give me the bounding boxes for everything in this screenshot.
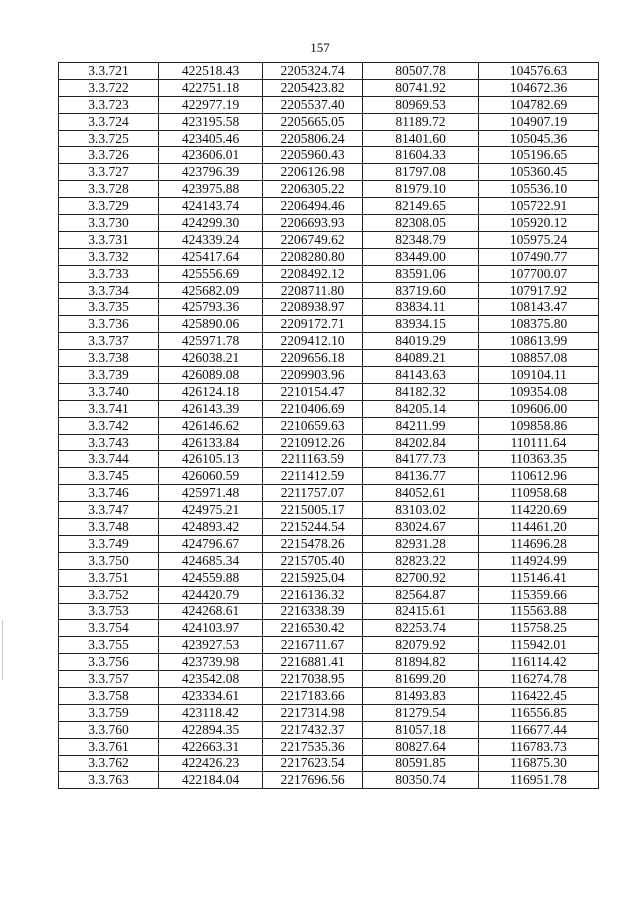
coord-y-cell: 2205665.05 [263,113,363,130]
value-b-cell: 105045.36 [479,130,599,147]
point-id-cell: 3.3.745 [59,468,159,485]
coord-y-cell: 2217314.98 [263,704,363,721]
point-id-cell: 3.3.739 [59,367,159,384]
value-b-cell: 108143.47 [479,299,599,316]
value-a-cell: 84143.63 [363,367,479,384]
coord-x-cell: 426060.59 [159,468,263,485]
coord-y-cell: 2208492.12 [263,265,363,282]
coord-x-cell: 423195.58 [159,113,263,130]
value-a-cell: 81189.72 [363,113,479,130]
value-b-cell: 105360.45 [479,164,599,181]
table-row [59,519,599,536]
value-b-cell: 107490.77 [479,248,599,265]
table-row [59,113,599,130]
coord-x-cell: 423405.46 [159,130,263,147]
table-row [59,704,599,721]
coord-y-cell: 2208280.80 [263,248,363,265]
coord-x-cell: 423796.39 [159,164,263,181]
value-a-cell: 80969.53 [363,96,479,113]
coord-x-cell: 424975.21 [159,502,263,519]
coord-x-cell: 422663.31 [159,738,263,755]
table-row [59,468,599,485]
coord-y-cell: 2215925.04 [263,569,363,586]
scan-edge-mark [2,620,3,680]
coord-x-cell: 426146.62 [159,417,263,434]
point-id-cell: 3.3.738 [59,350,159,367]
table-row [59,316,599,333]
coord-x-cell: 426124.18 [159,383,263,400]
point-id-cell: 3.3.762 [59,755,159,772]
coord-y-cell: 2210154.47 [263,383,363,400]
point-id-cell: 3.3.742 [59,417,159,434]
table-row [59,502,599,519]
coord-y-cell: 2206126.98 [263,164,363,181]
coord-y-cell: 2217696.56 [263,772,363,789]
value-b-cell: 110612.96 [479,468,599,485]
point-id-cell: 3.3.759 [59,704,159,721]
coord-x-cell: 424420.79 [159,586,263,603]
table-row [59,181,599,198]
value-a-cell: 83024.67 [363,519,479,536]
value-b-cell: 104576.63 [479,63,599,80]
value-b-cell: 116951.78 [479,772,599,789]
point-id-cell: 3.3.723 [59,96,159,113]
value-a-cell: 80741.92 [363,79,479,96]
value-a-cell: 82564.87 [363,586,479,603]
table-row [59,63,599,80]
value-a-cell: 84182.32 [363,383,479,400]
table-row [59,164,599,181]
value-b-cell: 104782.69 [479,96,599,113]
value-b-cell: 108613.99 [479,333,599,350]
value-b-cell: 109104.11 [479,367,599,384]
value-a-cell: 81604.33 [363,147,479,164]
value-b-cell: 115758.25 [479,620,599,637]
value-a-cell: 82931.28 [363,535,479,552]
coord-x-cell: 423739.98 [159,654,263,671]
value-a-cell: 82348.79 [363,231,479,248]
value-b-cell: 105722.91 [479,198,599,215]
value-a-cell: 82823.22 [363,552,479,569]
point-id-cell: 3.3.721 [59,63,159,80]
point-id-cell: 3.3.753 [59,603,159,620]
coord-x-cell: 424559.88 [159,569,263,586]
coord-y-cell: 2208711.80 [263,282,363,299]
table-row [59,215,599,232]
table-row [59,586,599,603]
table-row [59,552,599,569]
coord-x-cell: 422894.35 [159,721,263,738]
point-id-cell: 3.3.730 [59,215,159,232]
table-row [59,535,599,552]
coord-y-cell: 2215705.40 [263,552,363,569]
coord-x-cell: 425556.69 [159,265,263,282]
coord-y-cell: 2205960.43 [263,147,363,164]
value-a-cell: 80507.78 [363,63,479,80]
page-number: 157 [310,40,330,55]
point-id-cell: 3.3.761 [59,738,159,755]
value-a-cell: 82079.92 [363,637,479,654]
point-id-cell: 3.3.731 [59,231,159,248]
coord-y-cell: 2217038.95 [263,671,363,688]
coord-y-cell: 2216711.67 [263,637,363,654]
table-row [59,620,599,637]
table-row [59,755,599,772]
table-row [59,485,599,502]
point-id-cell: 3.3.736 [59,316,159,333]
value-b-cell: 105920.12 [479,215,599,232]
coord-x-cell: 425793.36 [159,299,263,316]
point-id-cell: 3.3.741 [59,400,159,417]
point-id-cell: 3.3.763 [59,772,159,789]
point-id-cell: 3.3.729 [59,198,159,215]
coord-y-cell: 2216136.32 [263,586,363,603]
coord-y-cell: 2217535.36 [263,738,363,755]
point-id-cell: 3.3.749 [59,535,159,552]
coord-y-cell: 2217623.54 [263,755,363,772]
table-row [59,248,599,265]
coord-x-cell: 425971.48 [159,485,263,502]
coord-x-cell: 423334.61 [159,687,263,704]
coord-x-cell: 423118.42 [159,704,263,721]
point-id-cell: 3.3.752 [59,586,159,603]
table-row [59,282,599,299]
coord-x-cell: 423606.01 [159,147,263,164]
table-row [59,603,599,620]
coord-y-cell: 2216881.41 [263,654,363,671]
coord-x-cell: 422751.18 [159,79,263,96]
point-id-cell: 3.3.737 [59,333,159,350]
point-id-cell: 3.3.734 [59,282,159,299]
coord-x-cell: 424893.42 [159,519,263,536]
table-row [59,569,599,586]
value-a-cell: 81699.20 [363,671,479,688]
table-row [59,637,599,654]
table-row [59,79,599,96]
table-row [59,400,599,417]
table-row [59,434,599,451]
value-b-cell: 115563.88 [479,603,599,620]
coord-x-cell: 425682.09 [159,282,263,299]
value-b-cell: 114220.69 [479,502,599,519]
coord-y-cell: 2206693.93 [263,215,363,232]
coord-y-cell: 2216530.42 [263,620,363,637]
coord-y-cell: 2216338.39 [263,603,363,620]
coord-x-cell: 423542.08 [159,671,263,688]
coord-x-cell: 425890.06 [159,316,263,333]
table-row [59,671,599,688]
coord-x-cell: 424268.61 [159,603,263,620]
value-a-cell: 80827.64 [363,738,479,755]
coord-y-cell: 2211163.59 [263,451,363,468]
table-row [59,417,599,434]
value-b-cell: 110363.35 [479,451,599,468]
coord-x-cell: 424143.74 [159,198,263,215]
coord-y-cell: 2217183.66 [263,687,363,704]
value-b-cell: 116556.85 [479,704,599,721]
value-a-cell: 84202.84 [363,434,479,451]
table-row [59,738,599,755]
coord-y-cell: 2208938.97 [263,299,363,316]
coord-y-cell: 2209656.18 [263,350,363,367]
coord-x-cell: 422977.19 [159,96,263,113]
value-b-cell: 115942.01 [479,637,599,654]
value-b-cell: 108375.80 [479,316,599,333]
value-a-cell: 84177.73 [363,451,479,468]
point-id-cell: 3.3.758 [59,687,159,704]
point-id-cell: 3.3.743 [59,434,159,451]
coord-x-cell: 422184.04 [159,772,263,789]
coord-x-cell: 426143.39 [159,400,263,417]
value-b-cell: 116274.78 [479,671,599,688]
coord-y-cell: 2206749.62 [263,231,363,248]
table-row [59,130,599,147]
point-id-cell: 3.3.735 [59,299,159,316]
value-a-cell: 84089.21 [363,350,479,367]
value-a-cell: 80350.74 [363,772,479,789]
point-id-cell: 3.3.747 [59,502,159,519]
value-b-cell: 110111.64 [479,434,599,451]
value-b-cell: 110958.68 [479,485,599,502]
value-a-cell: 83591.06 [363,265,479,282]
value-a-cell: 81797.08 [363,164,479,181]
coord-x-cell: 425971.78 [159,333,263,350]
value-b-cell: 108857.08 [479,350,599,367]
coord-x-cell: 423927.53 [159,637,263,654]
value-a-cell: 82149.65 [363,198,479,215]
value-a-cell: 81894.82 [363,654,479,671]
coord-y-cell: 2210406.69 [263,400,363,417]
value-a-cell: 83103.02 [363,502,479,519]
table-row [59,451,599,468]
point-id-cell: 3.3.740 [59,383,159,400]
point-id-cell: 3.3.756 [59,654,159,671]
value-a-cell: 83834.11 [363,299,479,316]
point-id-cell: 3.3.748 [59,519,159,536]
coord-y-cell: 2211757.07 [263,485,363,502]
coord-x-cell: 423975.88 [159,181,263,198]
point-id-cell: 3.3.726 [59,147,159,164]
coord-y-cell: 2209172.71 [263,316,363,333]
value-a-cell: 81979.10 [363,181,479,198]
table-row [59,231,599,248]
coord-y-cell: 2206305.22 [263,181,363,198]
point-id-cell: 3.3.750 [59,552,159,569]
coord-x-cell: 426133.84 [159,434,263,451]
point-id-cell: 3.3.760 [59,721,159,738]
table-row [59,333,599,350]
value-b-cell: 107700.07 [479,265,599,282]
value-b-cell: 105196.65 [479,147,599,164]
coord-x-cell: 422518.43 [159,63,263,80]
point-id-cell: 3.3.727 [59,164,159,181]
coord-y-cell: 2209412.10 [263,333,363,350]
coord-y-cell: 2210659.63 [263,417,363,434]
value-b-cell: 105536.10 [479,181,599,198]
point-id-cell: 3.3.757 [59,671,159,688]
value-b-cell: 114924.99 [479,552,599,569]
value-a-cell: 80591.85 [363,755,479,772]
value-b-cell: 116114.42 [479,654,599,671]
point-id-cell: 3.3.728 [59,181,159,198]
value-b-cell: 115146.41 [479,569,599,586]
value-b-cell: 114461.20 [479,519,599,536]
coord-x-cell: 424685.34 [159,552,263,569]
table-row [59,198,599,215]
value-a-cell: 81279.54 [363,704,479,721]
value-a-cell: 84211.99 [363,417,479,434]
table-row [59,96,599,113]
coord-y-cell: 2215244.54 [263,519,363,536]
table-row [59,772,599,789]
value-b-cell: 109606.00 [479,400,599,417]
coordinates-table [58,62,599,789]
coord-y-cell: 2205806.24 [263,130,363,147]
value-a-cell: 84205.14 [363,400,479,417]
table-row [59,147,599,164]
value-b-cell: 114696.28 [479,535,599,552]
value-a-cell: 83934.15 [363,316,479,333]
point-id-cell: 3.3.724 [59,113,159,130]
coord-y-cell: 2217432.37 [263,721,363,738]
coord-x-cell: 426105.13 [159,451,263,468]
value-a-cell: 82415.61 [363,603,479,620]
table-row [59,367,599,384]
point-id-cell: 3.3.746 [59,485,159,502]
point-id-cell: 3.3.733 [59,265,159,282]
table-row [59,299,599,316]
coord-x-cell: 424299.30 [159,215,263,232]
value-a-cell: 82253.74 [363,620,479,637]
value-b-cell: 109858.86 [479,417,599,434]
value-a-cell: 84136.77 [363,468,479,485]
value-a-cell: 83449.00 [363,248,479,265]
coord-y-cell: 2206494.46 [263,198,363,215]
table-row [59,265,599,282]
value-a-cell: 81401.60 [363,130,479,147]
coord-y-cell: 2215478.26 [263,535,363,552]
table-row [59,721,599,738]
coord-y-cell: 2205324.74 [263,63,363,80]
point-id-cell: 3.3.755 [59,637,159,654]
coord-x-cell: 425417.64 [159,248,263,265]
coord-y-cell: 2209903.96 [263,367,363,384]
value-b-cell: 116783.73 [479,738,599,755]
coord-x-cell: 426038.21 [159,350,263,367]
coord-x-cell: 424796.67 [159,535,263,552]
point-id-cell: 3.3.725 [59,130,159,147]
table-row [59,350,599,367]
point-id-cell: 3.3.751 [59,569,159,586]
value-a-cell: 82700.92 [363,569,479,586]
value-b-cell: 116875.30 [479,755,599,772]
coord-y-cell: 2205423.82 [263,79,363,96]
table-row [59,654,599,671]
value-a-cell: 81057.18 [363,721,479,738]
point-id-cell: 3.3.722 [59,79,159,96]
value-b-cell: 107917.92 [479,282,599,299]
value-b-cell: 104672.36 [479,79,599,96]
value-a-cell: 84019.29 [363,333,479,350]
coord-y-cell: 2211412.59 [263,468,363,485]
value-a-cell: 84052.61 [363,485,479,502]
value-b-cell: 104907.19 [479,113,599,130]
coord-y-cell: 2205537.40 [263,96,363,113]
point-id-cell: 3.3.744 [59,451,159,468]
coord-y-cell: 2215005.17 [263,502,363,519]
point-id-cell: 3.3.754 [59,620,159,637]
value-b-cell: 116677.44 [479,721,599,738]
coord-x-cell: 424103.97 [159,620,263,637]
value-a-cell: 83719.60 [363,282,479,299]
value-b-cell: 105975.24 [479,231,599,248]
point-id-cell: 3.3.732 [59,248,159,265]
coord-y-cell: 2210912.26 [263,434,363,451]
value-b-cell: 115359.66 [479,586,599,603]
coord-x-cell: 426089.08 [159,367,263,384]
coordinates-table-body [59,63,599,789]
coord-x-cell: 422426.23 [159,755,263,772]
value-a-cell: 81493.83 [363,687,479,704]
value-a-cell: 82308.05 [363,215,479,232]
coord-x-cell: 424339.24 [159,231,263,248]
table-row [59,687,599,704]
value-b-cell: 109354.08 [479,383,599,400]
value-b-cell: 116422.45 [479,687,599,704]
table-row [59,383,599,400]
